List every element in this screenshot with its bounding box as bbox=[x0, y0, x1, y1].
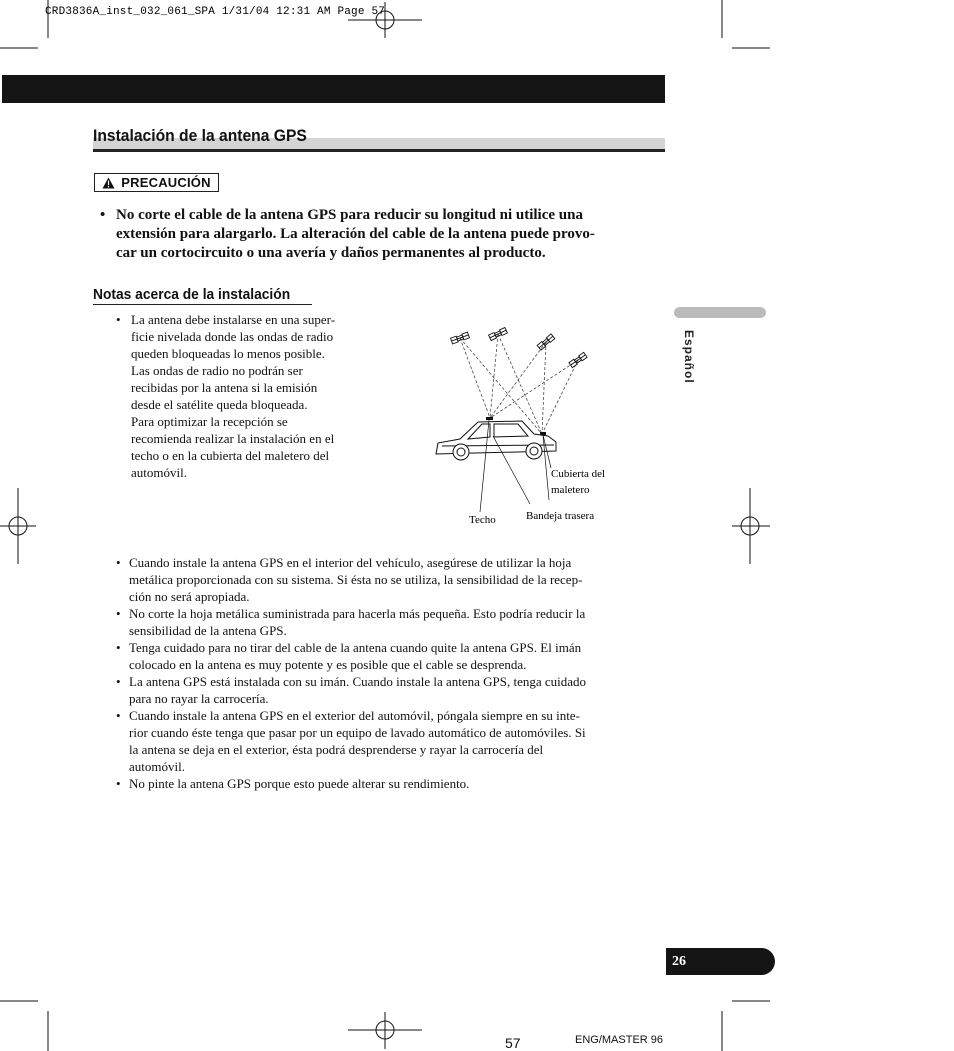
print-header: CRD3836A_inst_032_061_SPA 1/31/04 12:31 AM Page 57 bbox=[45, 6, 386, 18]
note-line: sensibilidad de la antena GPS. bbox=[129, 623, 287, 638]
list-item bbox=[116, 775, 646, 792]
list-item bbox=[116, 673, 646, 707]
note-line: No pinte la antena GPS porque esto puede alterar su rendimiento. bbox=[129, 776, 470, 791]
caution-line: No corte el cable de la antena GPS para reducir su longitud ni utilice una bbox=[116, 207, 583, 223]
note-line: desde el satélite queda bloqueada. bbox=[131, 397, 308, 412]
note-line: automóvil. bbox=[129, 759, 185, 774]
list-item bbox=[116, 639, 646, 673]
bullet: • bbox=[100, 207, 106, 223]
roof-antenna-icon bbox=[486, 417, 493, 420]
caution-box bbox=[94, 173, 219, 192]
label-rear-tray: Bandeja trasera bbox=[526, 510, 595, 522]
caution-line: car un cortocircuito o una avería y daños permanentes al producto. bbox=[116, 245, 546, 261]
section-title: Instalación de la antena GPS bbox=[93, 126, 307, 145]
page-tab-number: 26 bbox=[672, 953, 686, 969]
label-trunk-line2: maletero bbox=[551, 484, 590, 496]
note-line: Para optimizar la recepción se bbox=[131, 414, 288, 429]
label-roof: Techo bbox=[469, 514, 496, 526]
master-label: ENG/MASTER 96 bbox=[575, 1034, 664, 1046]
gps-antenna-figure bbox=[430, 318, 640, 533]
note-line: recomienda realizar la instalación en el bbox=[131, 431, 335, 446]
title-rule bbox=[93, 149, 665, 152]
note-line: metálica proporcionada con su sistema. Si ésta no se utiliza, la sensibilidad de la recep- bbox=[129, 572, 583, 587]
satellite-icon bbox=[451, 327, 588, 367]
note-line: ción no será apropiada. bbox=[129, 589, 250, 604]
note-line: La antena GPS está instalada con su imán. Cuando instale la antena GPS, tenga cuidado bbox=[129, 674, 587, 689]
trunk-antenna-icon bbox=[540, 432, 546, 435]
note-line: para no rayar la carrocería. bbox=[129, 691, 269, 706]
page-tab bbox=[666, 948, 775, 975]
language-tab-label: Español bbox=[682, 330, 696, 384]
list-item bbox=[116, 605, 646, 639]
note-line: recibidas por la antena si la emisión bbox=[131, 380, 318, 395]
side-tab bbox=[674, 307, 766, 318]
note-line: Tenga cuidado para no tirar del cable de la antena cuando quite la antena GPS. El imán bbox=[129, 640, 582, 655]
caution-label: PRECAUCIÓN bbox=[121, 175, 211, 190]
caution-text bbox=[100, 206, 660, 263]
heading-rule bbox=[93, 304, 312, 305]
warning-triangle-icon bbox=[102, 177, 115, 189]
note-line: Las ondas de radio no podrán ser bbox=[131, 363, 303, 378]
note-line: La antena debe instalarse en una super- bbox=[131, 312, 336, 327]
note-line: Cuando instale la antena GPS en el interior del vehículo, asegúrese de utilizar la hoja bbox=[129, 555, 572, 570]
bullet: • bbox=[116, 312, 121, 327]
notes-list bbox=[116, 554, 646, 792]
satellite-signal-lines bbox=[460, 334, 578, 434]
note-line: techo o en la cubierta del maletero del bbox=[131, 448, 330, 463]
note-line: rior cuando éste tenga que pasar por un equipo de lavado automático de automóviles. Si bbox=[129, 725, 586, 740]
first-note bbox=[116, 311, 366, 481]
list-item bbox=[116, 707, 646, 775]
page-number: 57 bbox=[505, 1035, 521, 1051]
bullet: • bbox=[116, 674, 121, 689]
note-line: Cuando instale la antena GPS en el exterior del automóvil, póngala siempre en su inte- bbox=[129, 708, 580, 723]
car-illustration bbox=[436, 421, 556, 460]
caution-line: extensión para alargarlo. La alteración del cable de la antena puede provo- bbox=[116, 226, 595, 242]
note-line: la antena se deja en el exterior, ésta podrá desprenderse y rayar la carrocería del bbox=[129, 742, 544, 757]
bullet: • bbox=[116, 606, 121, 621]
bullet: • bbox=[116, 776, 121, 791]
bullet: • bbox=[116, 640, 121, 655]
installation-notes-heading: Notas acerca de la instalación bbox=[93, 286, 291, 303]
bullet: • bbox=[116, 555, 121, 570]
note-line: automóvil. bbox=[131, 465, 187, 480]
note-line: No corte la hoja metálica suministrada para hacerla más pequeña. Esto podría reducir la bbox=[129, 606, 586, 621]
note-line: colocado en la antena es muy potente y es posible que el cable se desprenda. bbox=[129, 657, 527, 672]
note-line: ficie nivelada donde las ondas de radio bbox=[131, 329, 334, 344]
bullet: • bbox=[116, 708, 121, 723]
label-trunk-line1: Cubierta del bbox=[551, 468, 606, 480]
list-item bbox=[116, 554, 646, 605]
note-line: queden bloqueadas lo menos posible. bbox=[131, 346, 325, 361]
header-band bbox=[2, 75, 665, 103]
